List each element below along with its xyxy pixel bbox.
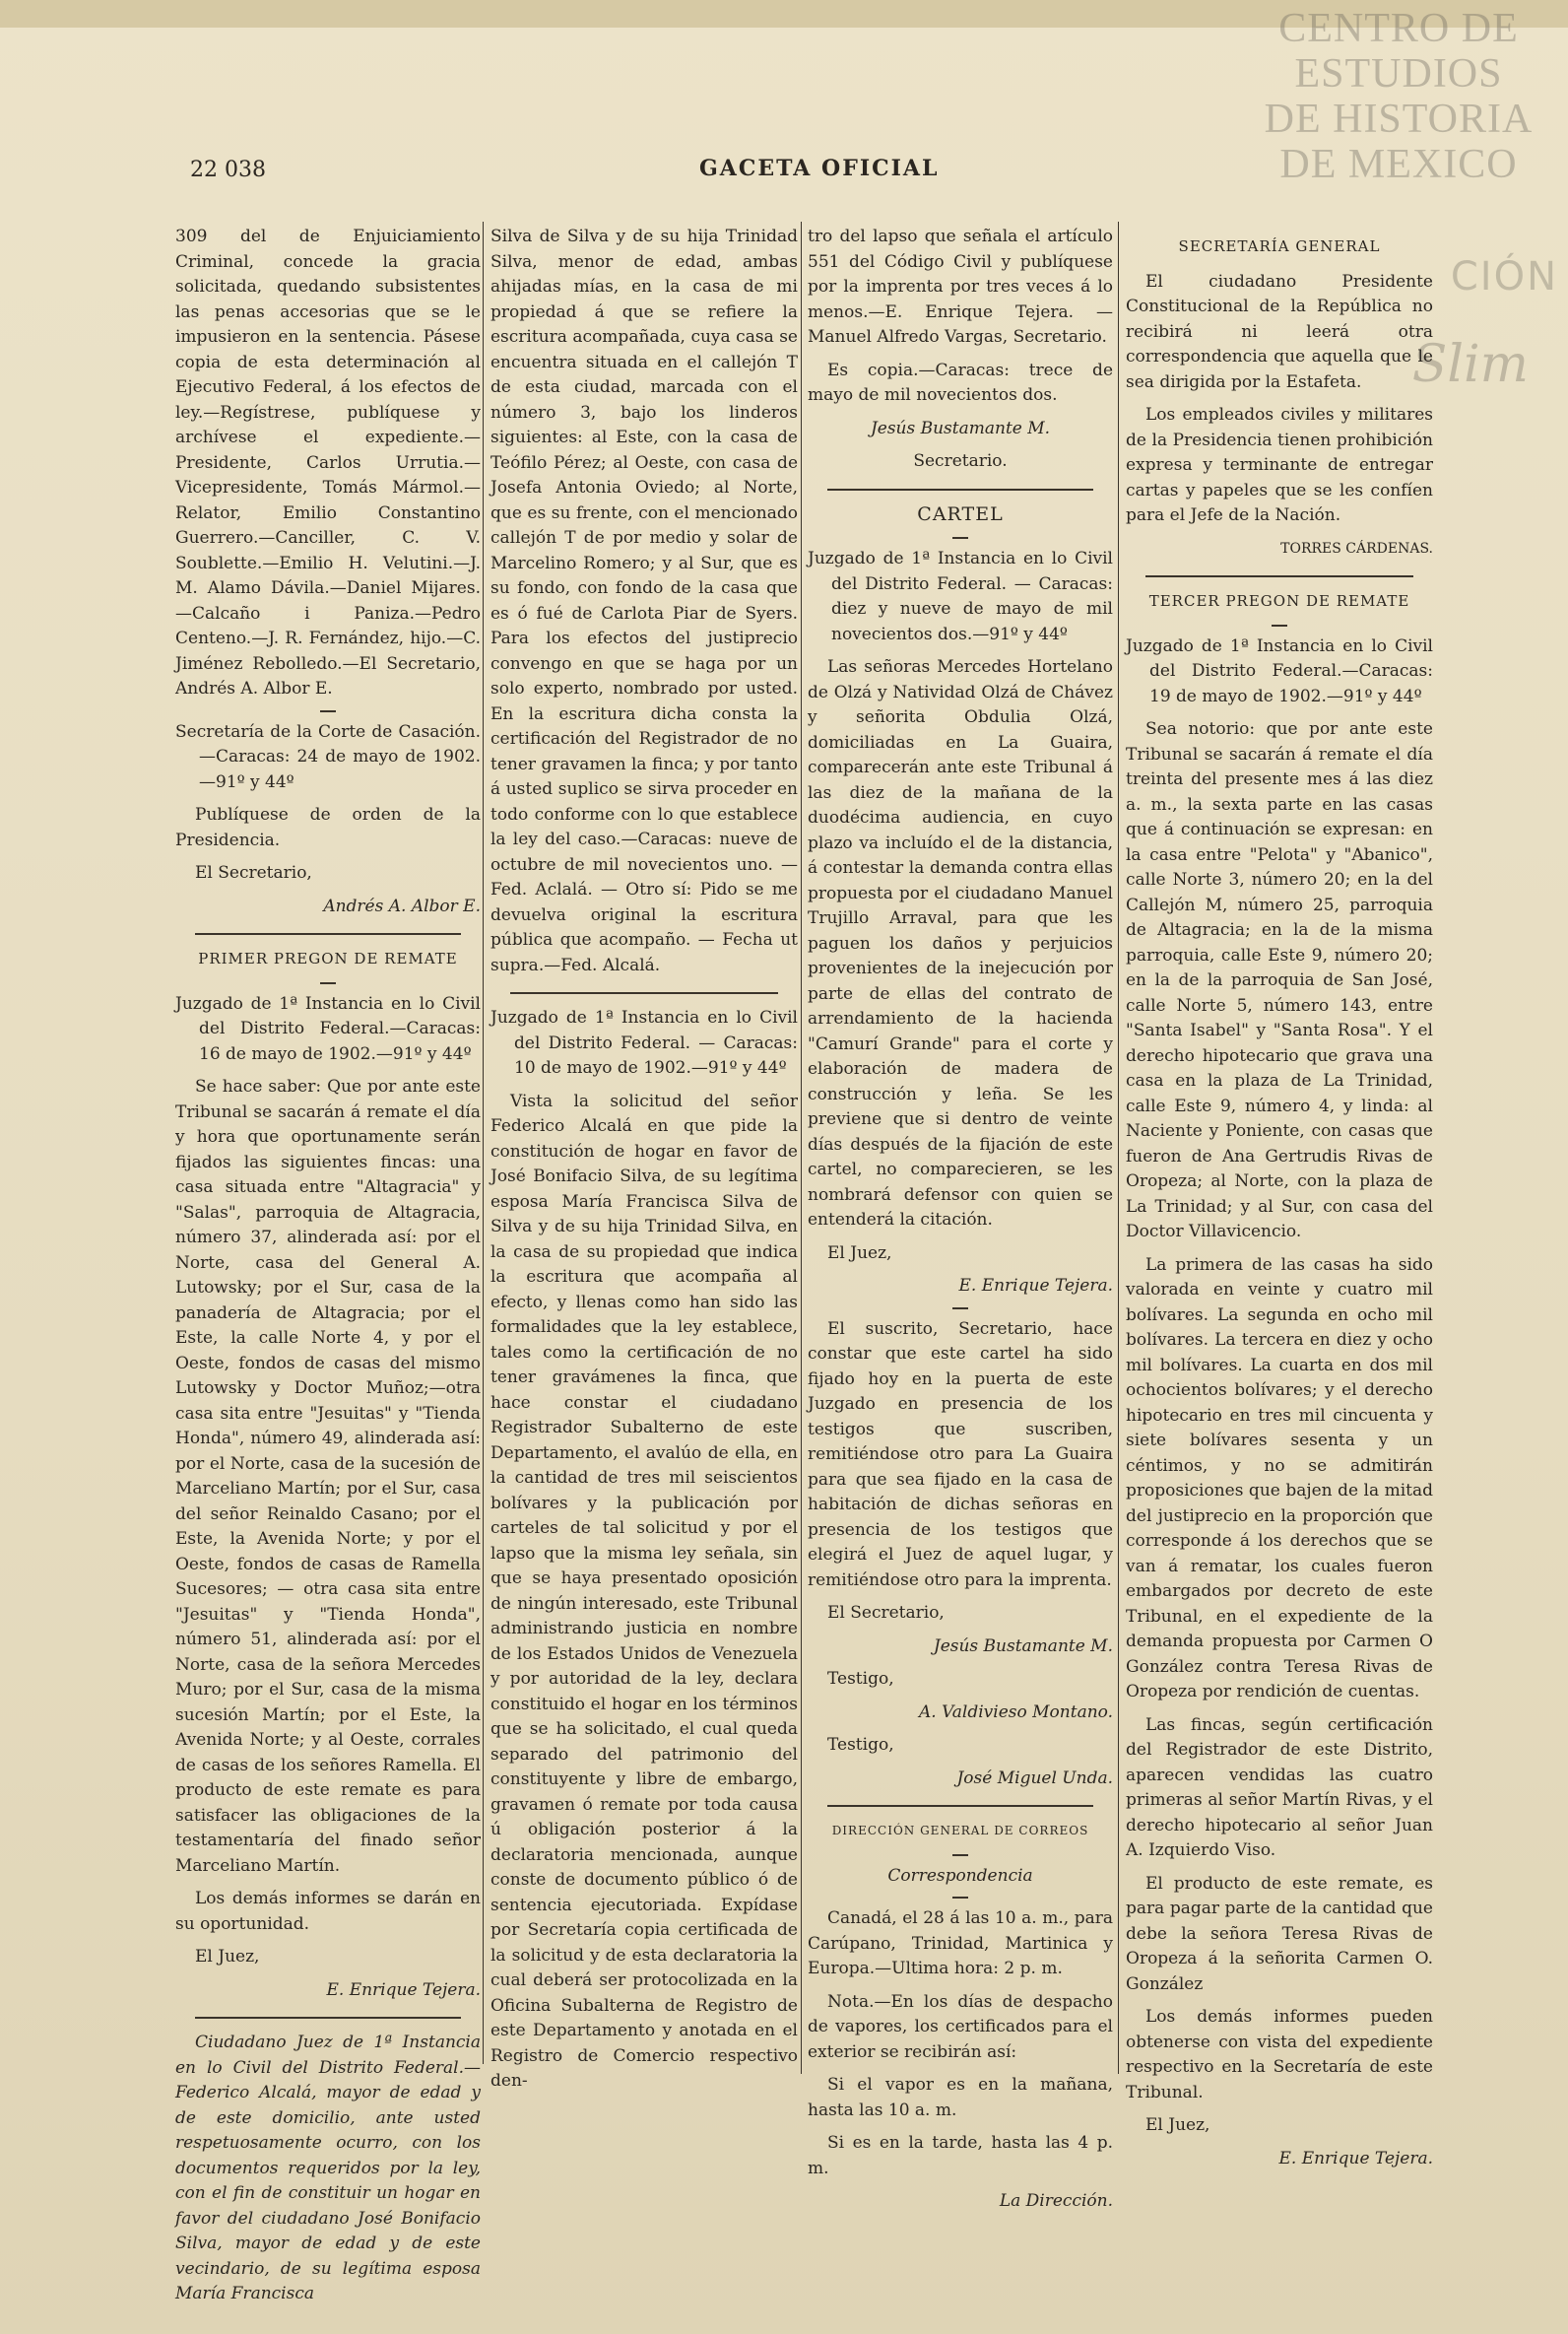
article-text: Ciudadano Juez de 1ª Instancia en lo Civil del Distrito Federal.—Federico Alcalá, mayor de edad y de este domicilio, ante usted respetuosamente ocurro, con los documentos requeridos por la ley, con el fin de constituir un hogar en favor del ciudadano José Bonifacio Silva, mayor de edad y de este vecindario, de su legítima esposa María Francisca	[175, 2033, 481, 2303]
article-text: Los demás informes se darán en su oportunidad.	[175, 1889, 481, 1934]
article-text: Silva de Silva y de su hija Trinidad Silva, menor de edad, ambas ahijadas mías, en la casa de mi propiedad á que se refiere la escritura acompañada, cuya casa se encuentra situada en el callejón T de esta ciudad, marcada con el número 3, bajo los linderos siguientes: al Este, con la casa de Teófilo Pérez; al Oeste, con casa de Josefa Antonia Oviedo; al Norte, que es su frente, con el mencionado callejón T de por medio y solar de Marcelino Romero; y al Sur, que es su fondo, con fondo de la casa que es ó fué de Carlota Piar de Syers. Para los efectos del justiprecio convengo en que se haga por un solo experto, nombrado por usted. En la escritura dicha consta la certificación del Registrador de no tener gravamen la finca; y por tanto á usted suplico se sirva proceder en todo conforme con lo que establece la ley del caso.—Caracas: nueve de octubre de mil novecientos uno. — Fed. Aclalá. — Otro sí: Pido se me devuelva original la escritura pública que acompaño. — Fecha ut supra.—Fed. Alcalá.	[490, 227, 798, 975]
column-2	[490, 225, 798, 2102]
section-rule	[510, 992, 778, 994]
signature-label: El Juez,	[195, 1947, 260, 1967]
article-text: tro del lapso que señala el artículo 551 del Código Civil y publíquese por la imprenta por tres veces á lo menos.—E. Enrique Tejera. — Manuel Alfredo Vargas, Secretario.	[808, 227, 1113, 347]
article-text: Si es en la tarde, hasta las 4 p. m.	[808, 2133, 1113, 2178]
article-text: Si el vapor es en la mañana, hasta las 10 a. m.	[808, 2075, 1113, 2120]
signature: Jesús Bustamante M.	[870, 418, 1051, 438]
watermark-line: DE MEXICO	[1279, 142, 1518, 187]
section-heading: TERCER PREGON DE REMATE	[1148, 592, 1410, 610]
signature: José Miguel Unda.	[956, 1767, 1113, 1788]
signature: La Dirección.	[999, 2191, 1113, 2211]
section-rule	[1145, 575, 1413, 577]
column-1	[175, 225, 481, 2315]
short-rule	[952, 1854, 968, 1856]
article-text: El suscrito, Secretario, hace constar que este cartel ha sido fijado hoy en la puerta de este Juzgado en presencia de los testigos que suscriben, remitiéndose otro para La Guaira para que sea fijado en la casa de habitación de dichas señoras en presencia de los testigos que elegirá el Juez de aquel lugar, y remitiéndose otro para la imprenta.	[808, 1318, 1113, 1590]
short-rule	[952, 537, 968, 539]
column-4	[1126, 225, 1433, 2179]
article-text: Las señoras Mercedes Hortelano de Olzá y Natividad Olzá de Chávez y señorita Obdulia Olzá, domiciliadas en La Guaira, comparecerán ante este Tribunal á las diez de la mañana de la duodécima audiencia, en cuyo plazo va incluído el de la distancia, á contestar la demanda contra ellas propuesta por el ciudadano Manuel Trujillo Arraval, para que les paguen los daños y perjuicios provenientes de la inejecución por parte de ellas del contrato de arrendamiento de la hacienda "Camurí Grande" para el corte y elaboración de madera de construcción y leña. Se les previene que si dentro de veinte días después de la fijación de este cartel, no comparecieren, se les nombrará defensor con quien se entenderá la citación.	[808, 657, 1113, 1230]
article-text: Vista la solicitud del señor Federico Alcalá en que pide la constitución de hogar en favor de José Bonifacio Silva, de su legítima esposa María Francisca Silva de Silva y de su hija Trinidad Silva, en la casa de su propiedad que indica la escritura que acompaña al efecto, y llenas como han sido las formalidades que la ley establece, tales como la certificación de no tener gravámenes la finca, que hace constar el ciudadano Registrador Subalterno de este Departamento, el avalúo de ella, en la cantidad de tres mil seiscientos bolívares y la publicación por carteles de tal solicitud y por el lapso que la misma ley señala, sin que se haya presentado oposición de ningún interesado, este Tribunal administrando justicia en nombre de los Estados Unidos de Venezuela y por autoridad de la ley, declara constituido el hogar en los términos que se ha solicitado, el cual queda separado del patrimonio del constituyente y libre de embargo, gravamen ó remate por toda causa ú obligación posterior á la declaratoria mencionada, aunque conste de documento público ó de sentencia ejecutoriada. Expídase por Secretaría copia certificada de la solicitud y de esta declaratoria la cual deberá ser protocolizada en la Oficina Subalterna de Registro de este Departamento y anotada en el Registro de Comercio respectivo den-	[490, 1091, 798, 2091]
signature-label: El Juez,	[827, 1242, 892, 1263]
subheading: Correspondencia	[887, 1865, 1033, 1886]
signature-label: El Secretario,	[827, 1603, 945, 1623]
article-text: La primera de las casas ha sido valorada en veinte y cuatro mil bolívares. La segunda en ocho mil bolívares. La tercera en diez y ocho mil bolívares. La cuarta en dos mil ochocientos bolívares; y el derecho hipotecario en tres mil cincuenta y siete bolívares sesenta y un céntimos, y no se admitirán proposiciones que bajen de la mitad del justiprecio en la proporción que corresponde á los derechos que se van á rematar, los cuales fueron embargados por decreto de este Tribunal, en el expediente de la demanda propuesta por Carmen O González contra Teresa Rivas de Oropeza por rendición de cuentas.	[1126, 1254, 1433, 1701]
article-text: Es copia.—Caracas: trece de mayo de mil novecientos dos.	[808, 360, 1113, 405]
signature: Andrés A. Albor E.	[323, 896, 481, 916]
signature: TORRES CÁRDENAS.	[1280, 540, 1433, 557]
article-text: 309 del de Enjuiciamiento Criminal, concede la gracia solicitada, quedando subsistentes las penas accesorias que se le impusieron en la sentencia. Pásese copia de esta determinación al Ejecutivo Federal, á los efectos de ley.—Regístrese, publíquese y archívese el expediente.—Presidente, Carlos Urrutia.—Vicepresidente, Tomás Mármol.—Relator, Emilio Constantino Guerrero.—Canciller, C. V. Soublette.—Emilio H. Velutini.—J. M. Alamo Dávila.—Daniel Mijares.—Calcaño i Paniza.—Pedro Centeno.—J. R. Fernández, hijo.—C. Jiménez Rebolledo.—El Secretario, Andrés A. Albor E.	[175, 227, 481, 699]
signature: Jesús Bustamante M.	[933, 1635, 1113, 1656]
short-rule	[320, 710, 336, 712]
short-rule	[952, 1897, 968, 1899]
article-text: Sea notorio: que por ante este Tribunal se sacarán á remate el día treinta del presente mes á las diez a. m., la sexta parte en las casas que á continuación se expresan: en la casa entre "Pelota" y "Abanico", calle Norte 3, número 20; en la del Callejón M, número 25, parroquia de Altagracia; en la de la misma parroquia, calle Este 9, número 20; en la de la parroquia de San José, calle Norte 5, número 143, entre "Santa Isabel" y "Santa Rosa". Y el derecho hipotecario que grava una casa en la plaza de La Trinidad, calle Este 9, número 4, y linda: al Naciente y Poniente, con casas que fueron de Ana Gertrudis Rivas de Oropeza; al Norte, con la plaza de La Trinidad; y al Sur, con casa del Doctor Villavicencio.	[1126, 719, 1433, 1241]
section-heading: PRIMER PREGON DE REMATE	[198, 950, 458, 967]
article-text: Los empleados civiles y militares de la Presidencia tienen prohibición expresa y terminante de entregar cartas y papeles que se les confíen para el Jefe de la Nación.	[1126, 405, 1433, 525]
column-divider	[483, 222, 484, 2064]
signature-label: Testigo,	[827, 1735, 894, 1755]
dateline: Secretaría de la Corte de Casación.—Caracas: 24 de mayo de 1902.—91º y 44º	[175, 721, 481, 792]
article-text: El ciudadano Presidente Constitucional de la República no recibirá ni leerá otra correspondencia que aquella que le sea dirigida por la Estafeta.	[1126, 271, 1433, 392]
section-rule	[195, 933, 461, 935]
signature-label: Testigo,	[827, 1669, 894, 1689]
dateline: Juzgado de 1ª Instancia en lo Civil del Distrito Federal.—Caracas: 16 de mayo de 1902.—91º y 44º	[175, 993, 481, 1064]
section-rule	[195, 2017, 461, 2019]
signature: E. Enrique Tejera.	[326, 1979, 481, 2000]
article-text: Se hace saber: Que por ante este Tribunal se sacarán á remate el día y hora que oportunamente serán fijados las siguientes fincas: una casa situada entre "Altagracia" y "Salas", parroquia de Altagracia, número 37, alinderada así: por el Norte, casa del General A. Lutowsky; por el Sur, casa de la panadería de Altagracia; por el Este, la calle Norte 4, y por el Oeste, fondos de casas del mismo Lutowsky y Doctor Muñoz;—otra casa sita entre "Jesuitas" y "Tienda Honda", número 49, alinderada así: por el Norte, casa de la sucesión de Marceliano Martín; por el Sur, casa del señor Reinaldo Casano; por el Este, la Avenida Norte; y por el Oeste, fondos de casas de Ramella Sucesores; — otra casa sita entre "Jesuitas" y "Tienda Honda", número 51, alinderada así: por el Norte, casa de la señora Mercedes Muro; por el Sur, casa de la misma sucesión Martín; por el Este, la Avenida Norte; y al Oeste, corrales de casas de los señores Ramella. El producto de este remate es para satisfacer las obligaciones de la testamentaría del finado señor Marceliano Martín.	[175, 1077, 481, 1876]
signature: A. Valdivieso Montano.	[918, 1701, 1113, 1722]
article-text: Publíquese de orden de la Presidencia.	[175, 805, 481, 850]
column-3	[808, 225, 1113, 2223]
dateline: Juzgado de 1ª Instancia en lo Civil del Distrito Federal. — Caracas: diez y nueve de mayo de mil novecientos dos.—91º y 44º	[808, 549, 1113, 644]
signature-label: El Juez,	[1145, 2115, 1210, 2135]
section-heading: DIRECCIÓN GENERAL DE CORREOS	[831, 1824, 1089, 1837]
watermark-signature: Slim	[1411, 335, 1529, 394]
section-heading: SECRETARÍA GENERAL	[1178, 237, 1381, 255]
dateline: Juzgado de 1ª Instancia en lo Civil del Distrito Federal.—Caracas: 19 de mayo de 1902.—91º y 44º	[1126, 635, 1433, 706]
column-divider	[801, 222, 802, 2074]
section-rule	[827, 1805, 1093, 1807]
short-rule	[1272, 625, 1287, 627]
watermark-stamp	[1251, 6, 1546, 187]
watermark-line: CENTRO DE	[1278, 6, 1519, 51]
section-rule	[827, 489, 1093, 491]
signature: E. Enrique Tejera.	[958, 1276, 1113, 1296]
signature-label: Secretario.	[913, 451, 1008, 471]
short-rule	[320, 982, 336, 984]
watermark-fragment: CIÓN	[1450, 254, 1558, 300]
watermark-line: ESTUDIOS	[1294, 51, 1503, 97]
short-rule	[952, 1307, 968, 1309]
signature: E. Enrique Tejera.	[1278, 2148, 1433, 2168]
article-text: Los demás informes pueden obtenerse con vista del expediente respectivo en la Secretaría de este Tribunal.	[1126, 2007, 1433, 2102]
article-text: Las fincas, según certificación del Registrador de este Distrito, aparecen vendidas las cuatro primeras al señor Martín Rivas, y el derecho hipotecario al señor Juan A. Izquierdo Viso.	[1126, 1714, 1433, 1860]
dateline: Juzgado de 1ª Instancia en lo Civil del Distrito Federal. — Caracas: 10 de mayo de 1902.—91º y 44º	[490, 1008, 798, 1078]
page-number: 22 038	[190, 158, 266, 182]
watermark-line: DE HISTORIA	[1264, 97, 1534, 142]
masthead-title: GACETA OFICIAL	[699, 156, 940, 181]
article-text: Canadá, el 28 á las 10 a. m., para Carúpano, Trinidad, Martinica y Europa.—Ultima hora: 2 p. m.	[808, 1908, 1113, 1978]
column-divider	[1118, 222, 1119, 2074]
section-heading: CARTEL	[917, 502, 1004, 525]
article-text: El producto de este remate, es para pagar parte de la cantidad que debe la señora Teresa Rivas de Oropeza á la señorita Carmen O. González	[1126, 1873, 1433, 1994]
article-text: Nota.—En los días de despacho de vapores, los certificados para el exterior se recibirán así:	[808, 1991, 1113, 2062]
signature-label: El Secretario,	[195, 863, 312, 883]
